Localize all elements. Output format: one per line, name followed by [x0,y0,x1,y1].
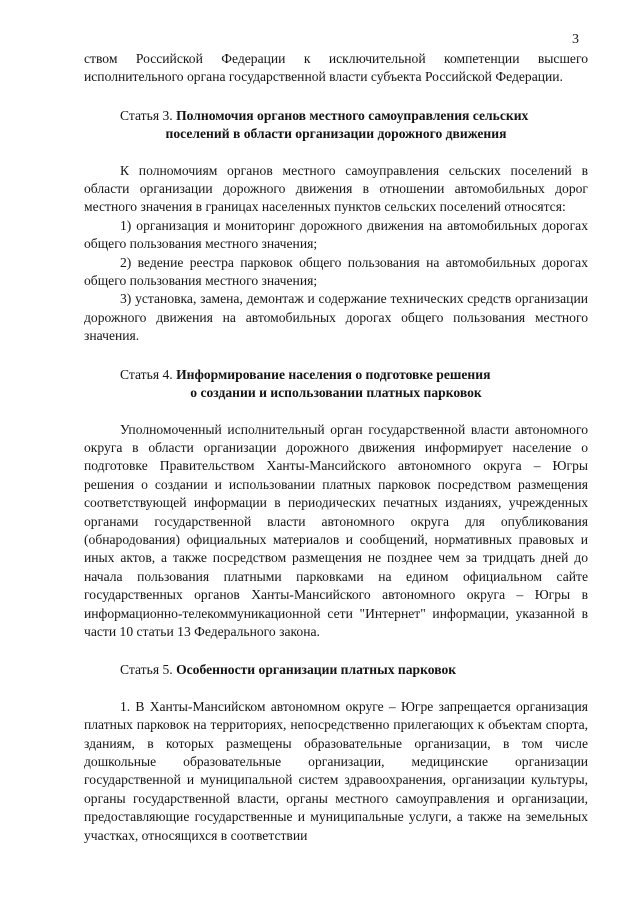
article-4-title-line1: Информирование населения о подготовке решения [176,366,491,382]
article-3-title-line2: поселений в области организации дорожного движения [165,126,507,142]
article-5-title: Особенности организации платных парковок [176,662,457,678]
article-5-label: Статья 5. [120,662,173,678]
article-3-label: Статья 3. [120,107,173,123]
article-4-label: Статья 4. [120,366,173,382]
article-3-title-line1: Полномочия органов местного самоуправления сельских [176,107,529,123]
article-3-item-3: 3) установка, замена, демонтаж и содержание технических средств организации дорожного движения на автомобильных дорогах общего пользования местного значения. [84,291,588,344]
article-4-title-line2: о создании и использовании платных парковок [190,385,482,401]
article-4-heading [84,366,588,403]
article-3-item-2: 2) ведение реестра парковок общего пользования на автомобильных дорогах общего пользования местного значения; [84,254,588,289]
article-3-paragraph: К полномочиям органов местного самоуправления сельских поселений в области организации дорожного движения в отношении автомобильных дорог местного значения в границах населенных пунктов сельских поселений относятся: [84,162,588,215]
article-3-item-1: 1) организация и мониторинг дорожного движения на автомобильных дорогах общего пользования местного значения; [84,217,588,252]
article-5-paragraph: 1. В Ханты-Мансийском автономном округе – Югре запрещается организация платных парковок на территориях, непосредственно прилегающих к объектам спорта, зданиям, в которых размещены образовательные организации, в том числе дошкольные образовательные организации, медицинские организации государственной и муниципальной систем здравоохранения, организации культуры, органы государственной власти, органы местного самоуправления и организации, предоставляющие государственные и муниципальные услуги, а также на земельных участках, относящихся в соответствии [84,698,588,843]
article-4-paragraph: Уполномоченный исполнительный орган государственной власти автономного округа в области организации дорожного движения информирует население о подготовке Правительством Ханты-Мансийского автономного округа – Югры решения о создании и использовании платных парковок посредством размещения соответствующей информации в периодических печатных изданиях, учрежденных органами государственной власти автономного округа для опубликования (обнародования) официальных материалов и сообщений, нормативных правовых и иных актов, а также посредством размещения не позднее чем за тридцать дней до начала пользования платными парковками на едином официальном сайте государственных органов Ханты-Мансийского автономного округа – Югры в информационно-телекоммуникационной сети "Интернет" информации, указанной в части 10 статьи 13 Федерального закона. [84,421,588,639]
page-number: 3 [572,32,579,47]
article-5-heading [84,661,588,679]
article-3-heading [84,107,588,144]
intro-paragraph: ством Российской Федерации к исключительной компетенции высшего исполнительного органа государственной власти субъекта Российской Федерации. [84,51,588,85]
